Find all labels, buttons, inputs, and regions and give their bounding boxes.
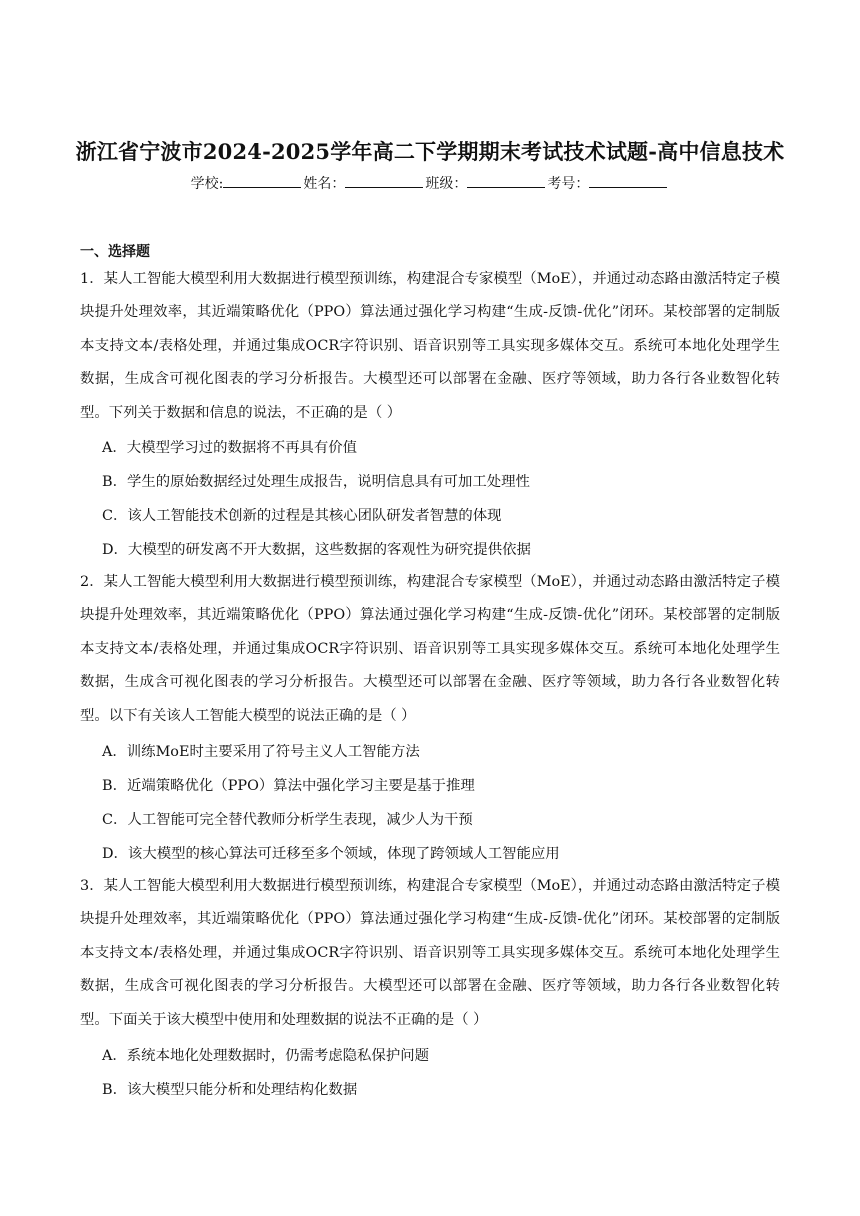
question-2-option-d[interactable]: D．该大模型的核心算法可迁移至多个领域，体现了跨领域人工智能应用 xyxy=(102,846,560,862)
question-1-option-b[interactable]: B．学生的原始数据经过处理生成报告，说明信息具有可加工处理性 xyxy=(102,474,530,490)
question-1-option-a[interactable]: A．大模型学习过的数据将不再具有价值 xyxy=(102,440,358,456)
question-2-option-a[interactable]: A．训练MoE时主要采用了符号主义人工智能方法 xyxy=(102,744,420,760)
question-2-stem: 2．某人工智能大模型利用大数据进行模型预训练，构建混合专家模型（MoE），并通过动态路由激活特定子模块提升处理效率，其近端策略优化（PPO）算法通过强化学习构建“生成-反馈-优化”闭环。某校部署的定制版本支持文本/表格处理，并通过集成OCR字符识别、语音识别等工具实现多媒体交互。系统可本地化处理学生数据，生成含可视化图表的学习分析报告。大模型还可以部署在金融、医疗等领域，助力各行各业数智化转型。以下有关该人工智能大模型的说法正确的是（ ） xyxy=(80,574,780,724)
class-label: 班级： xyxy=(425,176,468,192)
question-2-option-b[interactable]: B．近端策略优化（PPO）算法中强化学习主要是基于推理 xyxy=(102,778,475,794)
exam-no-blank[interactable] xyxy=(589,174,667,188)
school-label: 学校: xyxy=(190,176,224,192)
question-1-option-d[interactable]: D．大模型的研发离不开大数据，这些数据的客观性为研究提供依据 xyxy=(102,542,531,558)
exam-no-label: 考号： xyxy=(547,176,590,192)
name-blank[interactable] xyxy=(345,174,423,188)
question-1-option-c[interactable]: C．该人工智能技术创新的过程是其核心团队研发者智慧的体现 xyxy=(102,508,502,524)
class-blank[interactable] xyxy=(467,174,545,188)
question-2-option-c[interactable]: C．人工智能可完全替代教师分析学生表现，减少人为干预 xyxy=(102,812,473,828)
question-3-option-b[interactable]: B．该大模型只能分析和处理结构化数据 xyxy=(102,1082,358,1098)
exam-title: 浙江省宁波市2024-2025学年高二下学期期末考试技术试题-高中信息技术 xyxy=(75,139,785,164)
section-heading: 一、选择题 xyxy=(80,244,150,260)
name-label: 姓名： xyxy=(303,176,346,192)
question-3-stem: 3．某人工智能大模型利用大数据进行模型预训练，构建混合专家模型（MoE），并通过动态路由激活特定子模块提升处理效率，其近端策略优化（PPO）算法通过强化学习构建“生成-反馈-优化”闭环。某校部署的定制版本支持文本/表格处理，并通过集成OCR字符识别、语音识别等工具实现多媒体交互。系统可本地化处理学生数据，生成含可视化图表的学习分析报告。大模型还可以部署在金融、医疗等领域，助力各行各业数智化转型。下面关于该大模型中使用和处理数据的说法不正确的是（ ） xyxy=(80,878,780,1028)
question-3-option-a[interactable]: A．系统本地化处理数据时，仍需考虑隐私保护问题 xyxy=(102,1048,429,1064)
question-1-stem: 1．某人工智能大模型利用大数据进行模型预训练，构建混合专家模型（MoE），并通过动态路由激活特定子模块提升处理效率，其近端策略优化（PPO）算法通过强化学习构建“生成-反馈-优化”闭环。某校部署的定制版本支持文本/表格处理，并通过集成OCR字符识别、语音识别等工具实现多媒体交互。系统可本地化处理学生数据，生成含可视化图表的学习分析报告。大模型还可以部署在金融、医疗等领域，助力各行各业数智化转型。下列关于数据和信息的说法，不正确的是（ ） xyxy=(80,271,780,421)
student-info-line xyxy=(0,173,860,193)
school-blank[interactable] xyxy=(223,174,301,188)
